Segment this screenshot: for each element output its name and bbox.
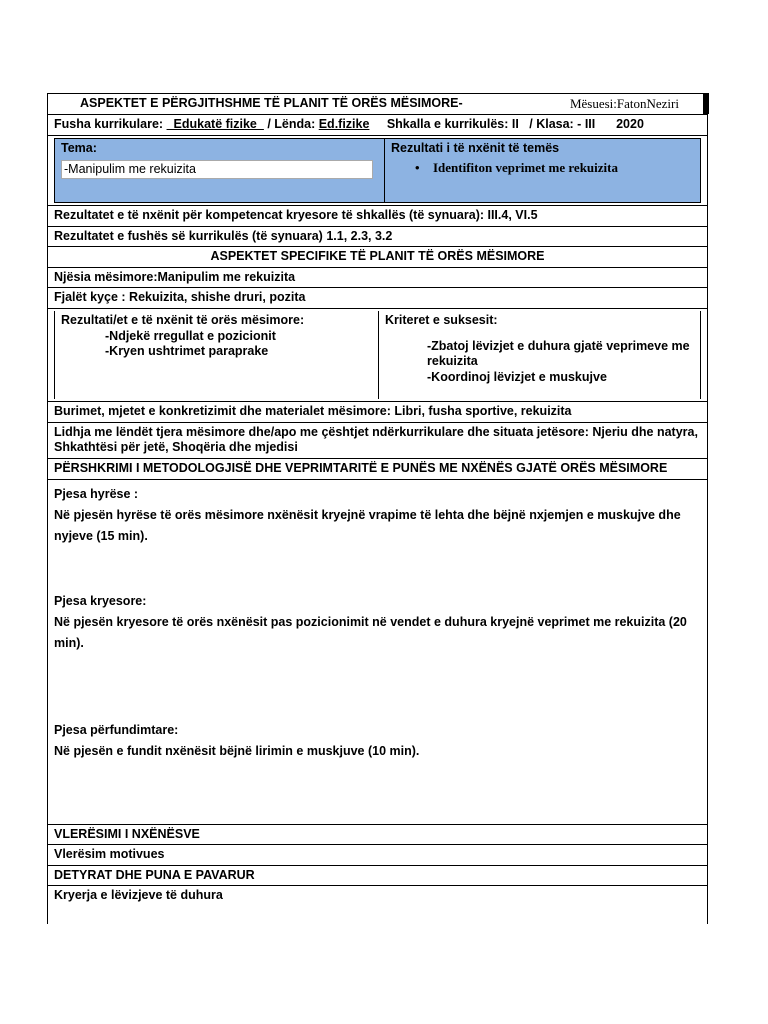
resources-row: Burimet, mjetet e konkretizimit dhe materialet mësimore: Libri, fusha sportive, rekuizita xyxy=(47,402,708,423)
klasa-value: / Klasa: - III xyxy=(529,117,596,132)
intro-text: Në pjesën hyrëse të orës mësimore nxënësit kryejnë vrapime të lehta dhe bëjnë nxjemjen e muskujve dhe nyjeve (15 min). xyxy=(54,507,681,543)
lesson-outcome-item: -Ndjekë rregullat e pozicionit xyxy=(105,328,276,343)
border-accent xyxy=(703,93,709,115)
bullet-icon: • xyxy=(415,159,420,175)
table-continuation xyxy=(47,906,708,924)
curriculum-info-row xyxy=(47,115,708,136)
fusha-value: _Edukatë fizike_ xyxy=(166,117,264,132)
methodology-heading: PËRSHKRIMI I METODOLOGJISË DHE VEPRIMTARITË E PUNËS ME NXËNËS GJATË ORËS MËSIMORE xyxy=(47,459,708,480)
header-row xyxy=(47,93,708,115)
main-label: Pjesa kryesore: xyxy=(54,593,147,608)
lesson-plan-document xyxy=(47,93,708,924)
curriculum-outcomes-row: Rezultatet e fushës së kurrikulës (të synuara) 1.1, 2.3, 3.2 xyxy=(47,227,708,248)
key-competences-row: Rezultatet e të nxënit për kompetencat kryesore të shkallës (të synuara): III.4, VI.5 xyxy=(47,206,708,227)
document-title: ASPEKTET E PËRGJITHSHME TË PLANIT TË ORËS MËSIMORE- xyxy=(80,96,463,111)
success-criteria-label: Kriteret e suksesit: xyxy=(385,313,498,327)
intro-label: Pjesa hyrëse : xyxy=(54,486,139,501)
lenda-separator: / Lënda: xyxy=(267,117,316,132)
success-criterion-item: -Koordinoj lëvizjet e muskujve xyxy=(427,369,607,384)
fusha-label: Fusha kurrikulare: xyxy=(54,117,164,132)
tema-field[interactable]: -Manipulim me rekuizita xyxy=(61,160,373,180)
success-criterion-item: -Zbatoj lëvizjet e duhura gjatë veprimeve me rekuizita xyxy=(427,338,690,369)
homework-heading: DETYRAT DHE PUNA E PAVARUR xyxy=(47,866,708,887)
specific-aspects-heading: ASPEKTET SPECIFIKE TË PLANIT TË ORËS MËSIMORE xyxy=(47,247,708,268)
topic-result-label: Rezultati i të nxënit të temës xyxy=(391,140,560,155)
main-text: Në pjesën kryesore të orës nxënësit pas pozicionimit në vendet e duhura kryejnë veprimet me rekuizita (20 min). xyxy=(54,614,687,650)
lesson-outcome-item: -Kryen ushtrimet paraprake xyxy=(105,344,269,359)
homework-value: Kryerja e lëvizjeve të duhura xyxy=(47,886,708,906)
shkalla-value: Shkalla e kurrikulës: II xyxy=(386,117,519,132)
teacher-name: Mësuesi:FatonNeziri xyxy=(569,96,679,111)
outcomes-section xyxy=(47,309,708,402)
keywords-row: Fjalët kyçe : Rekuizita, shishe druri, pozita xyxy=(47,288,708,309)
final-label: Pjesa përfundimtare: xyxy=(54,722,179,737)
tema-label: Tema: xyxy=(61,140,97,155)
evaluation-heading: VLERËSIMI I NXËNËSVE xyxy=(47,825,708,846)
evaluation-value: Vlerësim motivues xyxy=(47,845,708,866)
lesson-outcomes-label: Rezultati/et e të nxënit të orës mësimore: xyxy=(61,313,305,327)
lenda-value: Ed.fizike xyxy=(318,117,370,132)
lesson-unit-row: Njësia mësimore:Manipulim me rekuizita xyxy=(47,268,708,289)
year-value: 2020 xyxy=(616,117,644,132)
tema-section xyxy=(47,136,708,206)
topic-result-text: Identifiton veprimet me rekuizita xyxy=(433,159,618,175)
topic-result-item xyxy=(391,160,694,176)
cross-curricular-row: Lidhja me lëndët tjera mësimore dhe/apo me çështjet ndërkurrikulare dhe situata jetësore: Njeriu dhe natyra, Shkathtësi për jetë, Shoqëria dhe mjedisi xyxy=(47,423,708,459)
methodology-body xyxy=(47,480,708,825)
final-text: Në pjesën e fundit nxënësit bëjnë lirimin e muskjuve (10 min). xyxy=(54,743,420,758)
